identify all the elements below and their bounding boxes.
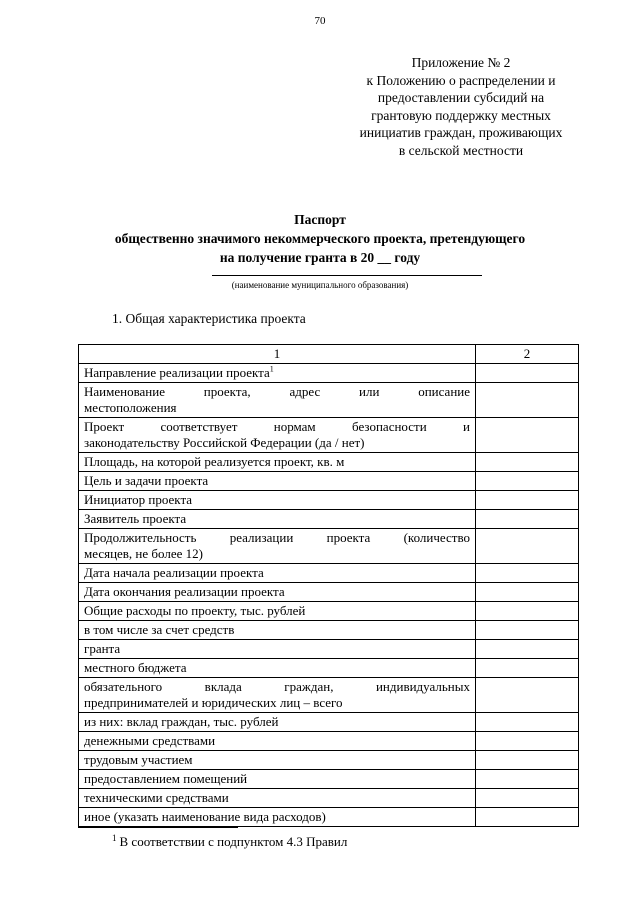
row-label-cell [79, 491, 476, 510]
table-row [79, 491, 579, 510]
row-label: в том числе за счет средств [84, 622, 235, 637]
row-label-cell [79, 529, 476, 564]
row-value-cell[interactable] [476, 789, 579, 808]
row-label-continuation: месяцев, не более 12) [84, 546, 203, 561]
row-label-continuation: законодательству Российской Федерации (да / нет) [84, 435, 365, 450]
title-line: общественно значимого некоммерческого проекта, претендующего [114, 231, 526, 246]
appendix-header [336, 54, 586, 159]
row-label-cell [79, 453, 476, 472]
footnote-separator [78, 827, 238, 828]
row-label: Площадь, на которой реализуется проект, кв. м [84, 454, 345, 469]
table-row [79, 383, 579, 418]
row-label-cell [79, 770, 476, 789]
row-label: Цель и задачи проекта [84, 473, 209, 488]
row-label: гранта [84, 641, 121, 656]
row-label-cell [79, 789, 476, 808]
row-value-cell[interactable] [476, 678, 579, 713]
row-label: из них: вклад граждан, тыс. рублей [84, 714, 279, 729]
row-label: техническими средствами [84, 790, 229, 805]
row-value-cell[interactable] [476, 621, 579, 640]
row-label-cell [79, 751, 476, 770]
row-label-cell [79, 808, 476, 827]
municipality-fill-line [212, 275, 482, 276]
row-label: Общие расходы по проекту, тыс. рублей [84, 603, 306, 618]
appendix-line: Приложение № 2 [411, 55, 511, 70]
table-row [79, 529, 579, 564]
footnote [112, 834, 347, 850]
passport-table [78, 344, 579, 827]
row-label: местного бюджета [84, 660, 187, 675]
footnote-mark: 1 [112, 832, 117, 843]
appendix-line: предоставлении субсидий на [377, 90, 545, 105]
table-row [79, 602, 579, 621]
row-label-cell [79, 640, 476, 659]
appendix-line: к Положению о распределении и [366, 72, 556, 88]
row-value-cell[interactable] [476, 510, 579, 529]
appendix-line: в сельской местности [398, 142, 524, 158]
table-row [79, 789, 579, 808]
row-label-cell [79, 564, 476, 583]
row-label-cell [79, 364, 476, 383]
row-value-cell[interactable] [476, 383, 579, 418]
row-label-cell [79, 621, 476, 640]
table-row [79, 621, 579, 640]
table-row [79, 659, 579, 678]
row-label: Дата начала реализации проекта [84, 565, 264, 580]
row-label-cell [79, 383, 476, 418]
row-value-cell[interactable] [476, 564, 579, 583]
row-label-cell [79, 678, 476, 713]
row-label: Инициатор проекта [84, 492, 193, 507]
table-row [79, 713, 579, 732]
row-label-cell [79, 713, 476, 732]
title-line: Паспорт [294, 212, 346, 227]
table-row [79, 564, 579, 583]
title-line: на получение гранта в 20 __ году [219, 250, 421, 265]
row-label: денежными средствами [84, 733, 216, 748]
table-row [79, 472, 579, 491]
table-row [79, 770, 579, 789]
table-row [79, 583, 579, 602]
page-number: 70 [314, 15, 326, 27]
appendix-line: грантовую поддержку местных [371, 107, 551, 123]
row-value-cell[interactable] [476, 583, 579, 602]
row-label-cell [79, 659, 476, 678]
row-value-cell[interactable] [476, 713, 579, 732]
row-label-continuation: предпринимателей и юридических лиц – всего [84, 695, 343, 710]
row-label-cell [79, 472, 476, 491]
row-label: Продолжительность реализации проекта (количество [84, 530, 470, 545]
table-row [79, 418, 579, 453]
row-label: иное (указать наименование вида расходов) [84, 809, 326, 824]
row-value-cell[interactable] [476, 732, 579, 751]
row-label: Направление реализации проекта [84, 365, 270, 380]
table-row [79, 640, 579, 659]
row-value-cell[interactable] [476, 770, 579, 789]
row-value-cell[interactable] [476, 418, 579, 453]
section-heading: 1. Общая характеристика проекта [112, 311, 306, 326]
row-value-cell[interactable] [476, 808, 579, 827]
table-row [79, 678, 579, 713]
row-value-cell[interactable] [476, 472, 579, 491]
row-value-cell[interactable] [476, 751, 579, 770]
row-value-cell[interactable] [476, 640, 579, 659]
row-value-cell[interactable] [476, 453, 579, 472]
appendix-line: инициатив граждан, проживающих [359, 125, 563, 140]
row-label-cell [79, 418, 476, 453]
table-row [79, 453, 579, 472]
row-label-continuation: местоположения [84, 400, 177, 415]
row-value-cell[interactable] [476, 659, 579, 678]
row-label-cell [79, 510, 476, 529]
row-value-cell[interactable] [476, 491, 579, 510]
document-title [0, 210, 640, 267]
row-label: Заявитель проекта [84, 511, 187, 526]
table-row [79, 751, 579, 770]
row-label: Наименование проекта, адрес или описание [84, 384, 470, 399]
row-label-cell [79, 602, 476, 621]
row-label-cell [79, 583, 476, 602]
table-row [79, 510, 579, 529]
row-value-cell[interactable] [476, 529, 579, 564]
row-value-cell[interactable] [476, 602, 579, 621]
municipality-caption: (наименование муниципального образования) [231, 280, 409, 290]
footnote-text: В соответствии с подпунктом 4.3 Правил [119, 834, 348, 849]
row-label-cell [79, 732, 476, 751]
table-row [79, 808, 579, 827]
row-label: обязательного вклада граждан, индивидуальных [84, 679, 470, 694]
row-label: Проект соответствует нормам безопасности и [84, 419, 470, 434]
table-header-row [79, 345, 579, 364]
row-label: трудовым участием [84, 752, 193, 767]
table-row [79, 732, 579, 751]
row-label: предоставлением помещений [84, 771, 248, 786]
footnote-reference: 1 [269, 364, 274, 374]
column-header-2: 2 [476, 345, 579, 364]
row-value-cell[interactable] [476, 364, 579, 383]
table-row [79, 364, 579, 383]
column-header-1: 1 [79, 345, 476, 364]
row-label: Дата окончания реализации проекта [84, 584, 285, 599]
